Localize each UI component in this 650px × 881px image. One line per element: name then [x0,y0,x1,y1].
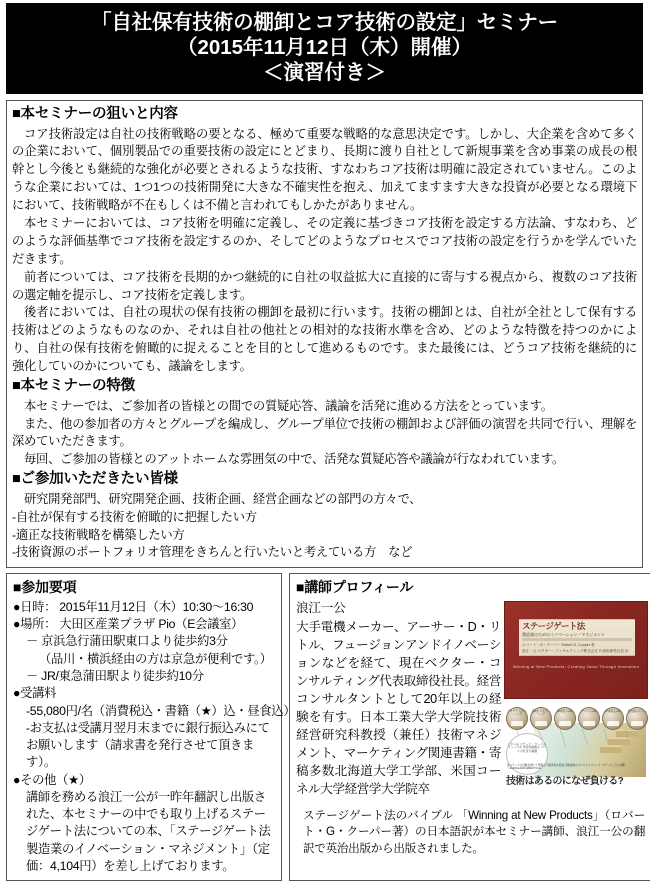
access-line-1: － 京浜急行蒲田駅東口より徒歩約3分 [26,634,228,649]
diagram-gate-label: 市場投入 GO [605,709,621,713]
fee-label: ●受講料 [13,686,57,701]
diagram-gate [602,707,624,730]
diagram-title: 技術はあるのになぜ負ける? [506,775,624,787]
section-heading-features: ■本セミナーの特徴 [12,378,135,395]
profile-text-column [296,599,501,798]
diagram-gate-base [607,721,619,726]
aims-paragraph-3: 前者については、コア技術を長期的かつ継続的に自社の収益拡大に直接的に寄与する視点から、複数のコア技術の選定軸を提示し、コア技術を定義します。 [12,269,637,302]
audience-intro: 研究開発部門、研究開発企画、技術企画、経営企画などの部門の方々で、 [24,491,422,506]
profile-heading: ■講師プロフィール [296,579,414,596]
diagram-gate [554,707,576,730]
other-label: ●その他（★） [13,772,91,787]
lecturer-name: 浪江一公 [296,600,346,615]
section-heading-audience: ■ご参加いただきたい皆様 [12,471,178,488]
venue-value: 大田区産業プラザ Pio（E会議室） [59,617,244,632]
section-heading-aims: ■本セミナーの狙いと内容 [12,106,178,122]
diagram-gate-label: 事業化へ GO [557,709,573,713]
lecturer-profile-box [289,573,650,881]
book-cover-translator: 浪江一公 ベクター・コンサルティング株式会社 代表取締役社長 訳 [522,648,629,653]
aims-paragraph-2: 本セミナーにおいては、コア技術を明確に定義し、その定義に基づきコア技術を設定する方法論、すなわち、どのような評価基準でコア技術を設定するのか、そしてどのようなプロセスでコア技術の設定を行うかを学んでいただきます。 [12,216,637,266]
diagram-gate [530,707,552,730]
book-cover-image [504,601,648,699]
features-paragraph-3: 毎回、ご参加の皆様とのアットホームな雰囲気の中で、活発な質疑応答や議論が行なわれています。 [24,452,565,467]
diagram-gate-row [506,707,648,730]
datetime-label: ●日時： [13,599,57,614]
diagram-gate [506,707,528,730]
title-line-1: 「自社保有技術の棚卸とコア技術の設定」セミナー [91,11,558,34]
stage-gate-diagram-image [504,705,648,787]
datetime-value: 2015年11月12日（木）10:30～16:30 [59,599,254,614]
audience-bullet-3: -技術資源のポートフォリオ管理をきちんと行いたいと考えている方 など [12,545,413,560]
features-paragraph-2: また、他の参加者の方々とグループを編成し、グループ単位で技術の棚卸および評価の演習を共同で行い、理解を深めていただきます。 [12,416,637,449]
diagram-gate-base [535,721,547,726]
profile-image-column [501,599,648,798]
audience-bullet-2: -適正な技術戦略を構築したい方 [12,527,185,542]
book-cover-title: ステージゲート法 [522,620,585,631]
book-cover-author: ロバート・G・クーパー Robert G. Cooper 著 [522,642,595,647]
venue-label: ●場所： [13,617,57,632]
bottom-section [6,573,647,881]
diagram-gate-base [631,721,643,726]
access-line-3: － JR/東急蒲田駅より徒歩約10分 [26,668,204,683]
diagram-callout-text: これらの ステージ・ ゲートのチェックが 実効性重視の プロセス設 計が重要 [508,741,546,753]
profile-body [296,599,648,798]
title-banner [6,3,643,94]
diagram-gate [578,707,600,730]
fee-line-2: -お支払は受講月翌月末までに銀行振込みにてお願いします（請求書を発行させて頂きます）。 [25,720,270,770]
book-translation-note: ステージゲート法のバイブル 「Winning at New Products」（ロバート・G・クーパー著）の日本語訳が本セミナー講師、浪江一公の翻訳で英治出版から出版されました。 [303,808,645,855]
diagram-gate-base [511,721,523,726]
book-cover-english-subtitle: Winning at New Products: Creating Value Through Innovation [512,663,640,669]
diagram-gate-label: 第2次 スクリーニング [532,709,550,716]
book-cover-rule [522,638,632,641]
diagram-note-text: 各ステージの活動を通じて情報の不確実性を低減 行動指向のプロセスアプローチ ステージごとに判断（GO/KILL/HOLD/RECYCLE） [507,763,625,771]
aims-paragraph-1: コア技術設定は自社の技術戦略の要となる、極めて重要な戦略的な意思決定です。しかし、大企業を含めて多くの企業において、個別製品での重要技術の設定にとどまり、長期に渡り自社として新規事業を含め事業の成長の根幹とし今後とも継続的な強化が必要とされるような技術、すなわちコア技術は明確に設定されていません。このような企業においては、1つ1つの技術開発に大きな不確実性を抱え、加えてますます大きな投資が必要となる環境下において、技術戦略が不在もしくは不備と言われてもしかたがありません。 [12,126,637,213]
participation-heading: ■参加要項 [13,579,77,596]
diagram-gate-base [583,721,595,726]
diagram-gate [626,707,648,730]
aims-paragraph-4: 後者においては、自社の現状の保有技術の棚卸を最初に行います。技術の棚卸とは、自社が全社として保有する技術はどのようなものなのか、それは自社の他社との相対的な技術水準を含め、どのような特徴を持つのかにより、自社の保有技術を俯瞰的に捉えることを目的として進めるものです。また最後には、どうコア技術を継続的に強化していのかについても、議論をします。 [12,305,637,374]
diagram-gate-label: アイデア スクリーニング [507,709,527,716]
datetime-row [13,599,276,616]
features-paragraph-1: 本セミナーでは、ご参加者の皆様との間での質疑応答、議論を活発に進める方法をとっています。 [24,398,553,413]
audience-bullet-1: -自社が保有する技術を俯瞰的に把握したい方 [12,509,257,524]
access-line-2: （品川・横浜経由の方は京急が便利です。） [39,651,272,666]
diagram-gate-label: テストへ GO [581,709,597,713]
title-line-2: （2015年11月12日（木）開催） [176,36,473,59]
venue-row [13,616,276,633]
participation-details-box [6,573,296,881]
diagram-gate-label: 発売後レビュー [627,709,647,713]
book-cover-subtitle: 製造業のためのイノベーション・マネジメント [522,631,606,637]
main-content-box [6,100,643,568]
diagram-gate-base [559,721,571,726]
book-cover-label [519,619,635,656]
lecturer-bio: 大手電機メーカー、アーサー・D・リトル、フュージョンアンドイノベーションなどを経て、現在ベクター・コンサルティング代表取締役社長。経営コンサルタントとして20年以上の経験を有す。日本工業大学大学院技術経営研究科教授（兼任）技術マネジメント、マーケティング関連書籍・寄稿多数北海道大学工学部、米国コーネル大学経営学大学院卒 [296,619,501,796]
fee-line-1: -55,080円/名（消費税込・書籍（★）込・昼食込） [26,703,296,718]
title-line-3: ＜演習付き＞ [263,61,386,84]
other-text: 講師を務める浪江一公が一昨年翻訳し出版された、本セミナーの中でも取り上げるステージゲート法についての本、「ステージゲート法 製造業のイノベーション・マネジメント」（定価：4,104円）を差し上げております。 [25,789,283,873]
